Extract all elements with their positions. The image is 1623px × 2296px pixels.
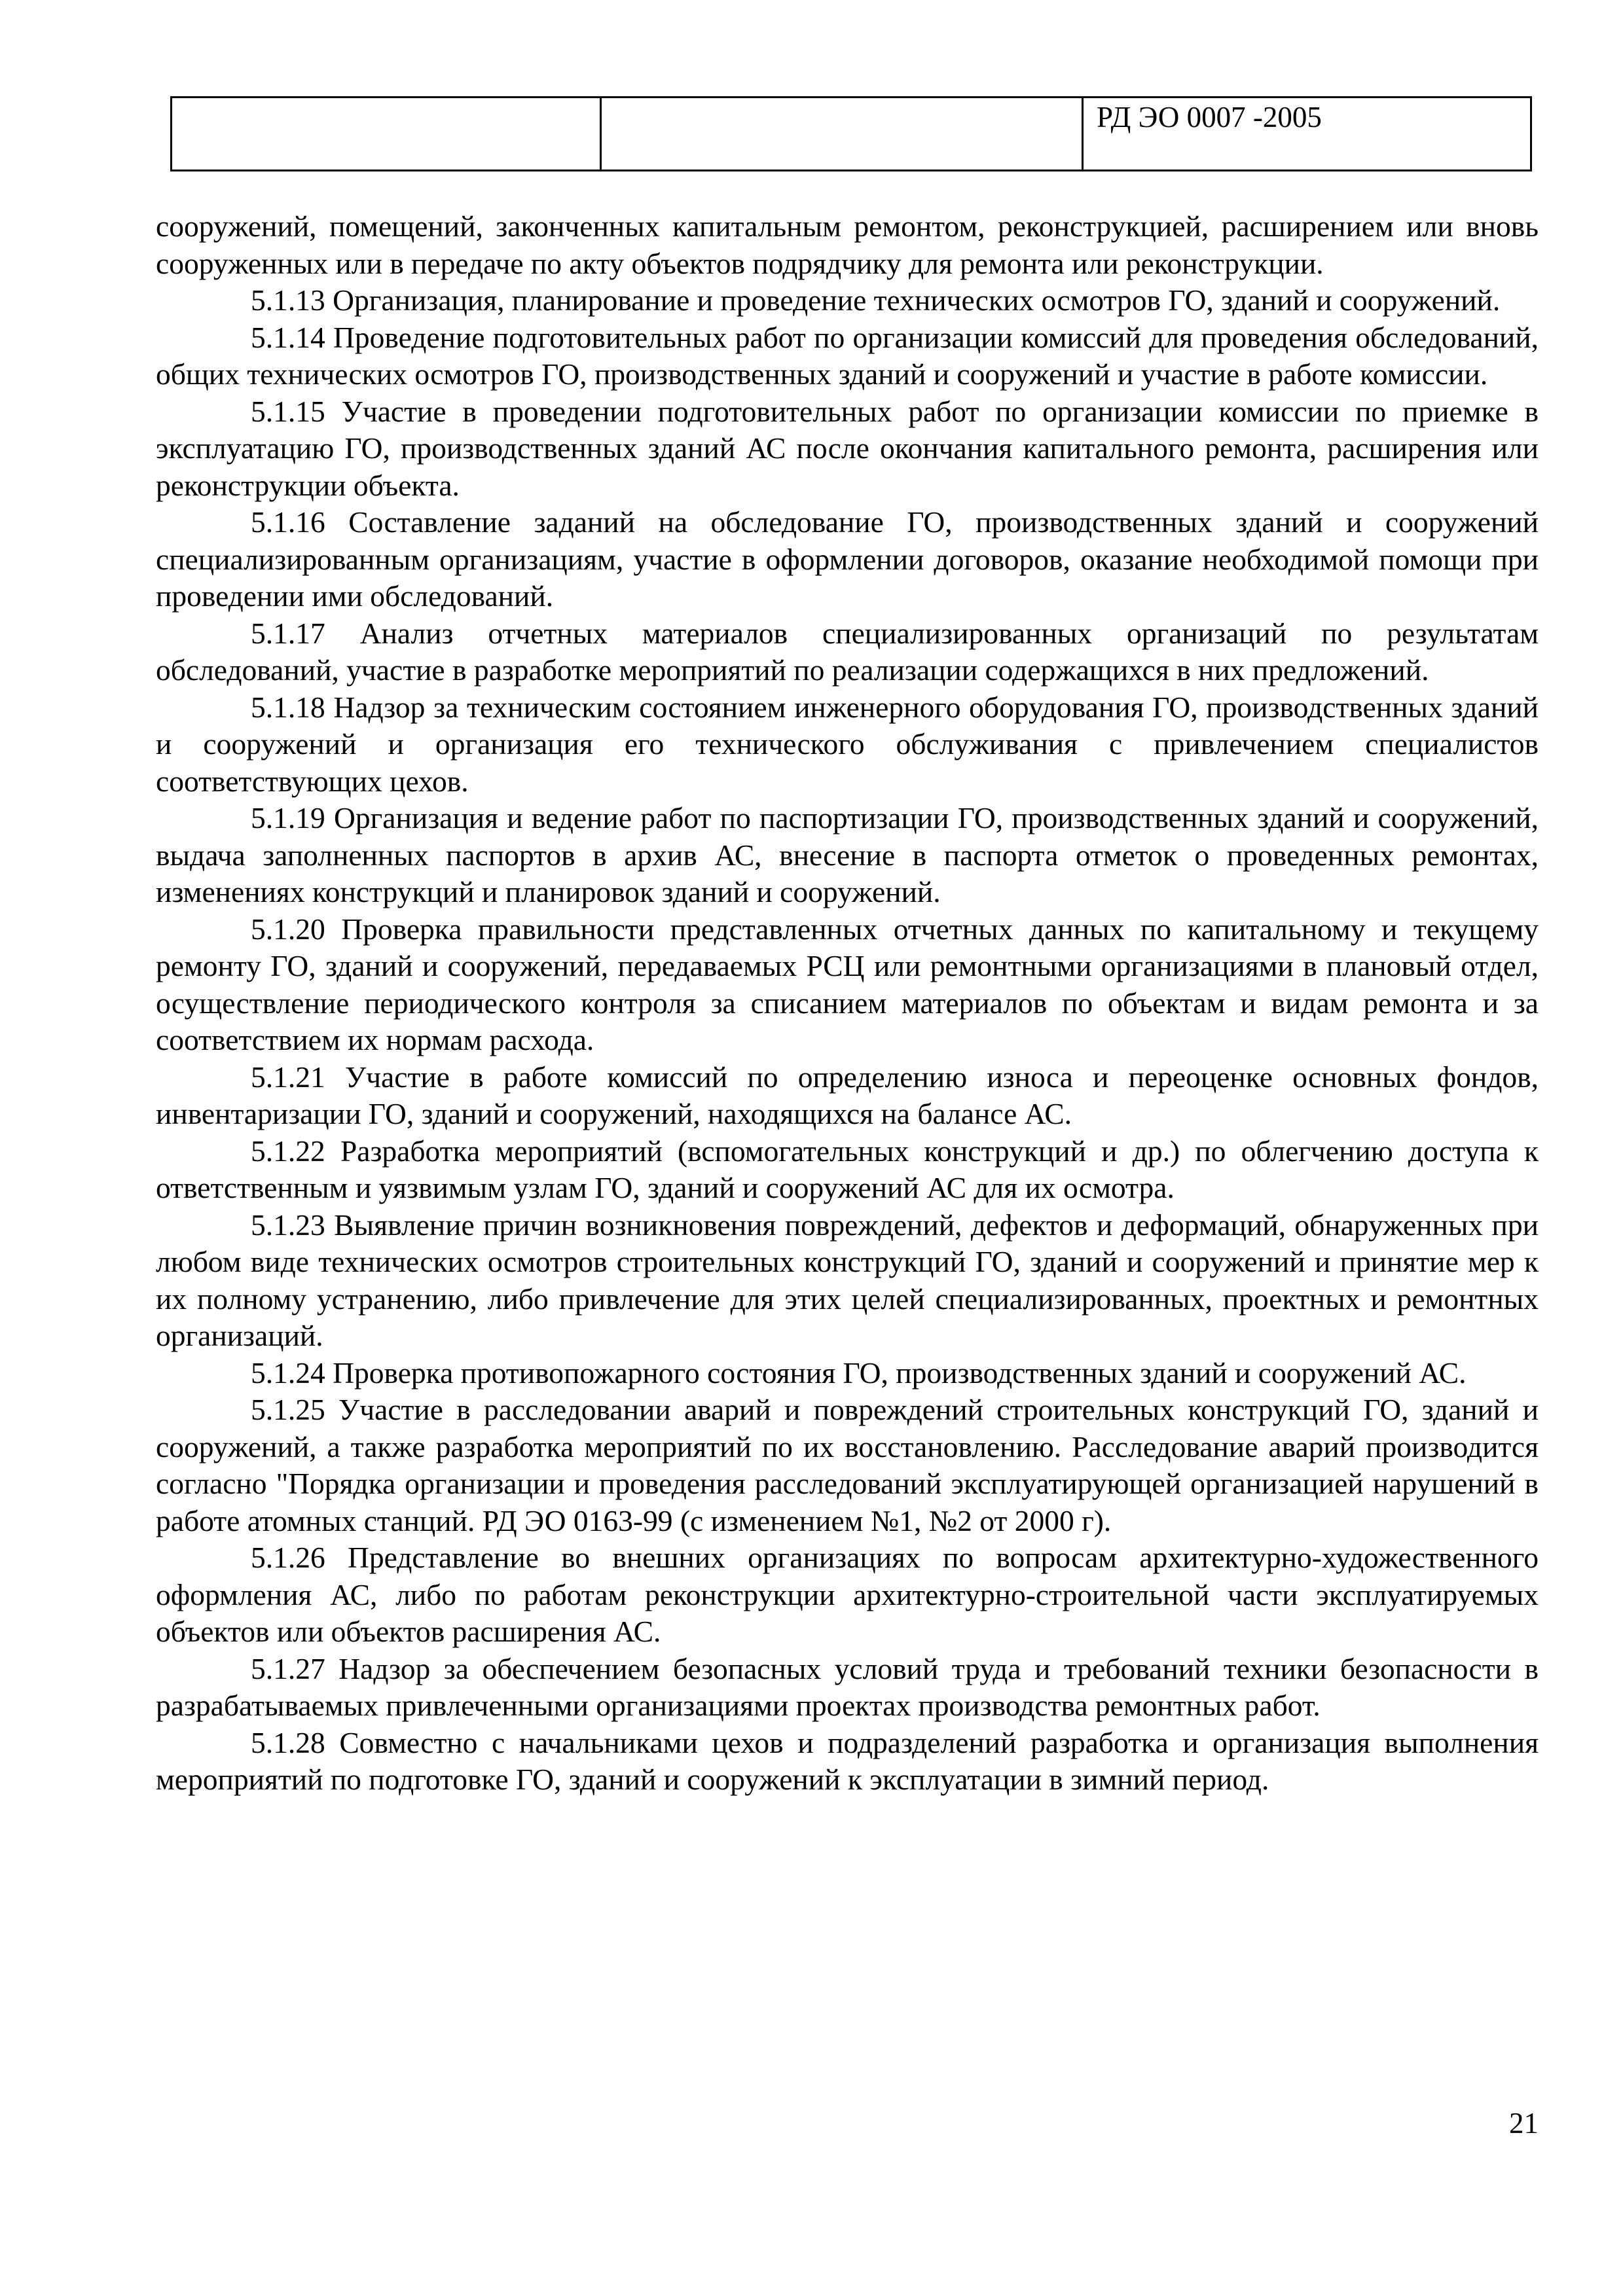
paragraph-5-1-16: 5.1.16 Составление заданий на обследование ГО, производственных зданий и сооружений специализированным организациям, участие в оформлении договоров, оказание необходимой помощи при проведении ими обследований. xyxy=(156,505,1539,613)
paragraph-5-1-21: 5.1.21 Участие в работе комиссий по определению износа и переоценке основных фондов, инвентаризации ГО, зданий и сооружений, находящихся на балансе АС. xyxy=(156,1060,1539,1130)
paragraph-5-1-18: 5.1.18 Надзор за техническим состоянием инженерного оборудования ГО, производственных зданий и сооружений и организация его технического обслуживания с привлечением специалистов соответствующих цехов. xyxy=(156,690,1539,798)
page-number: 21 xyxy=(1509,2107,1539,2140)
paragraph-5-1-24: 5.1.24 Проверка противопожарного состояния ГО, производственных зданий и сооружений АС. xyxy=(251,1355,1467,1390)
paragraph-continuation: сооружений, помещений, законченных капитальным ремонтом, реконструкцией, расширением или вновь сооруженных или в передаче по акту объектов подрядчику для ремонта или реконструкции. xyxy=(156,209,1539,280)
header-cell-middle xyxy=(601,98,1083,171)
paragraph-5-1-15: 5.1.15 Участие в проведении подготовительных работ по организации комиссии по приемке в эксплуатацию ГО, производственных зданий АС после окончания капитального ремонта, расширения или реконструкции объекта. xyxy=(156,394,1539,502)
header-cell-left xyxy=(172,98,601,171)
paragraph-5-1-28: 5.1.28 Совместно с начальниками цехов и подразделений разработка и организация выполнения мероприятий по подготовке ГО, зданий и сооружений к эксплуатации в зимний период. xyxy=(156,1725,1539,1796)
header-doc-code: РД ЭО 0007 -2005 xyxy=(1083,98,1531,171)
header-table xyxy=(170,96,1532,171)
paragraph-5-1-19: 5.1.19 Организация и ведение работ по паспортизации ГО, производственных зданий и сооружений, выдача заполненных паспортов в архив АС, внесение в паспорта отметок о проведенных ремонтах, изменениях конструкций и планировок зданий и сооружений. xyxy=(156,801,1539,908)
paragraph-5-1-25: 5.1.25 Участие в расследовании аварий и повреждений строительных конструкций ГО, зданий и сооружений, а также разработка мероприятий по их восстановлению. Расследование аварий производится согласно "Порядка организации и проведения расследований эксплуатирующей организацией нарушений в работе атомных станций. РД ЭО 0163-99 (с изменением №1, №2 от 2000 г). xyxy=(156,1393,1539,1537)
paragraph-5-1-20: 5.1.20 Проверка правильности представленных отчетных данных по капитальному и текущему ремонту ГО, зданий и сооружений, передаваемых РСЦ или ремонтными организациями в плановый отдел, осуществление периодического контроля за списанием материалов по объектам и видам ремонта и за соответствием их нормам расхода. xyxy=(156,912,1539,1056)
paragraph-5-1-14: 5.1.14 Проведение подготовительных работ по организации комиссий для проведения обследований, общих технических осмотров ГО, производственных зданий и сооружений и участие в работе комиссии. xyxy=(156,320,1539,391)
header-row xyxy=(172,98,1531,171)
paragraph-5-1-26: 5.1.26 Представление во внешних организациях по вопросам архитектурно-художественного оформления АС, либо по работам реконструкции архитектурно-строительной части эксплуатируемых объектов или объектов расширения АС. xyxy=(156,1541,1539,1648)
paragraph-5-1-22: 5.1.22 Разработка мероприятий (вспомогательных конструкций и др.) по облегчению доступа к ответственным и уязвимым узлам ГО, зданий и сооружений АС для их осмотра. xyxy=(156,1134,1539,1204)
paragraph-5-1-27: 5.1.27 Надзор за обеспечением безопасных условий труда и требований техники безопасности в разрабатываемых привлеченными организациями проектах производства ремонтных работ. xyxy=(156,1651,1539,1722)
paragraph-5-1-13: 5.1.13 Организация, планирование и проведение технических осмотров ГО, зданий и сооружений. xyxy=(251,283,1501,317)
document-body xyxy=(156,208,1539,1799)
paragraph-5-1-17: 5.1.17 Анализ отчетных материалов специализированных организаций по результатам обследований, участие в разработке мероприятий по реализации содержащихся в них предложений. xyxy=(156,616,1539,687)
paragraph-5-1-23: 5.1.23 Выявление причин возникновения повреждений, дефектов и деформаций, обнаруженных при любом виде технических осмотров строительных конструкций ГО, зданий и сооружений и принятие мер к их полному устранению, либо привлечение для этих целей специализированных, проектных и ремонтных организаций. xyxy=(156,1208,1539,1352)
